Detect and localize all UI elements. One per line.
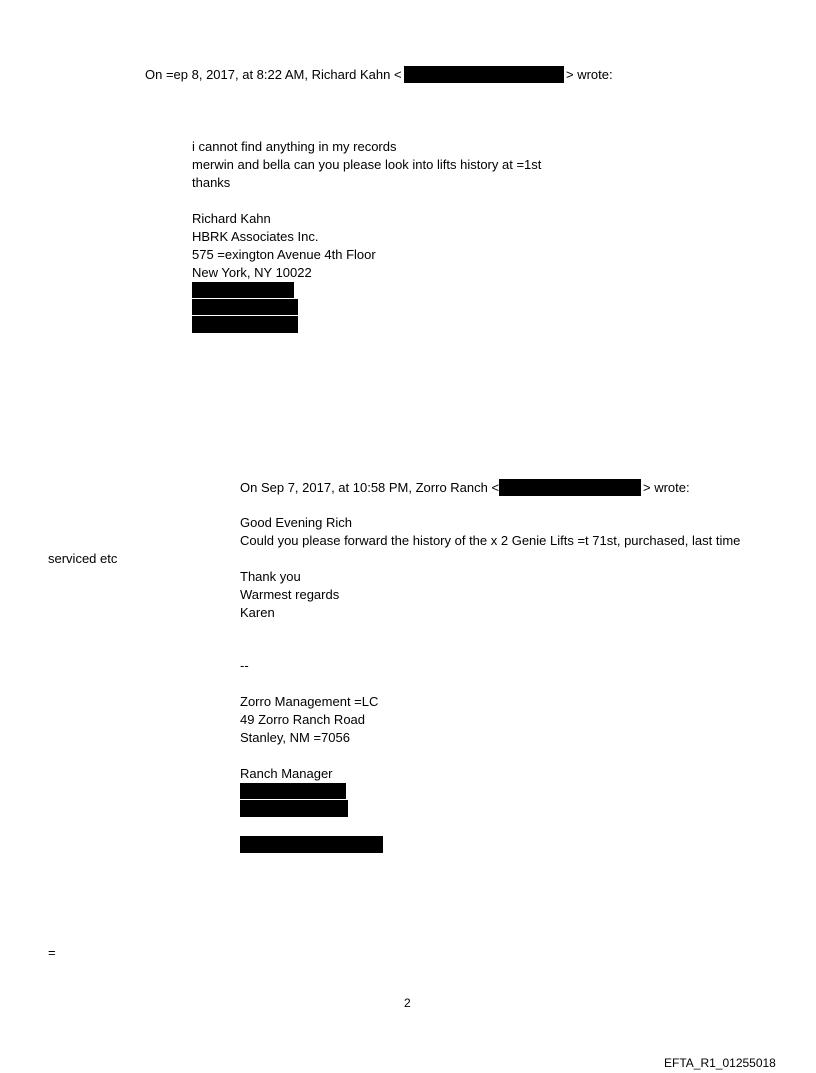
- email1-body-line: i cannot find anything in my records: [192, 139, 397, 154]
- redacted-block: [192, 282, 294, 298]
- redacted-block: [240, 800, 348, 817]
- signature-city: New York, NY 10022: [192, 265, 312, 280]
- redacted-email-address: [404, 66, 564, 83]
- job-title: Ranch Manager: [240, 766, 333, 781]
- redacted-email-address: [499, 479, 641, 496]
- page-number: 2: [404, 996, 411, 1010]
- email2-greeting: Good Evening Rich: [240, 515, 353, 530]
- email1-header-suffix: > wrote:: [566, 67, 613, 82]
- signature-name: Richard Kahn: [192, 211, 271, 226]
- redacted-block: [240, 783, 346, 799]
- company-city: Stanley, NM =7056: [240, 730, 350, 745]
- email2-header-suffix: > wrote:: [643, 480, 690, 495]
- email1-header-prefix: On =ep 8, 2017, at 8:22 AM, Richard Kahn <: [145, 67, 402, 82]
- email1-body-line: merwin and bella can you please look into lifts history at =1st: [192, 157, 542, 172]
- stray-character: =: [48, 945, 56, 960]
- redacted-block: [192, 299, 298, 315]
- email2-request-line: Could you please forward the history of the x 2 Genie Lifts =t 71st, purchased, last time: [240, 533, 741, 548]
- signature-company: HBRK Associates Inc.: [192, 229, 319, 244]
- redacted-block: [240, 836, 383, 853]
- email2-closing-line: Warmest regards: [240, 587, 340, 602]
- signature-separator: --: [240, 658, 249, 673]
- signature-address: 575 =exington Avenue 4th Floor: [192, 247, 376, 262]
- bates-number: EFTA_R1_01255018: [664, 1056, 776, 1070]
- email2-header-prefix: On Sep 7, 2017, at 10:58 PM, Zorro Ranch <: [240, 480, 500, 495]
- email2-closing-line: Karen: [240, 605, 275, 620]
- email1-body-line: thanks: [192, 175, 231, 190]
- email2-closing-line: Thank you: [240, 569, 301, 584]
- company-address: 49 Zorro Ranch Road: [240, 712, 366, 727]
- redacted-block: [192, 316, 298, 333]
- email2-request-wrap: serviced etc: [48, 551, 118, 566]
- company-name: Zorro Management =LC: [240, 694, 379, 709]
